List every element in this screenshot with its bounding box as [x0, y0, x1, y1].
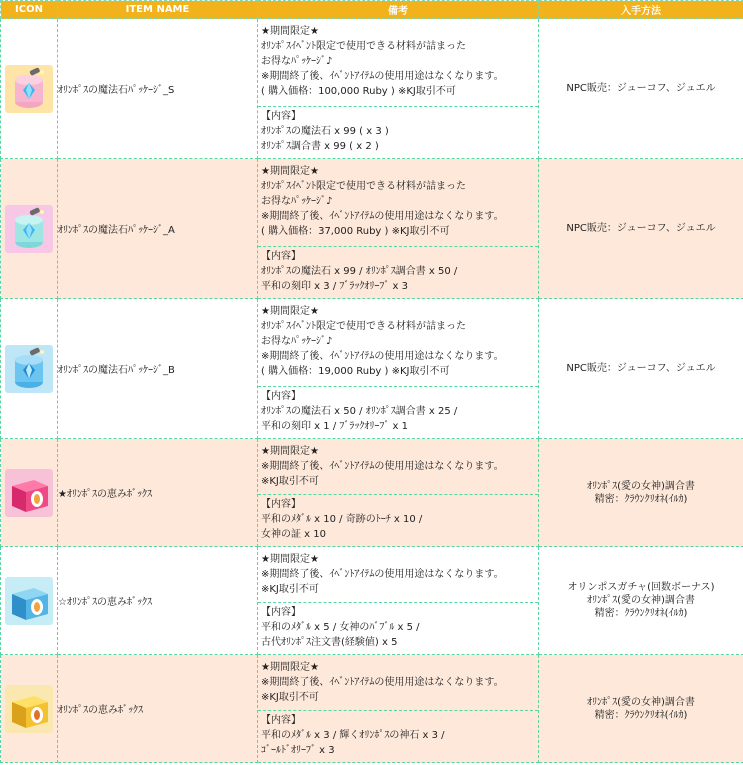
note-line: ★期間限定★ [261, 553, 319, 565]
obtain-line: NPC販売：ジューコフ、ジュエル [566, 363, 716, 374]
note-line: お得なﾊﾟｯｹｰｼﾞ♪ [261, 55, 333, 67]
table-row [1, 655, 743, 763]
obtain-line: NPC販売：ジューコフ、ジュエル [566, 83, 716, 94]
obtain-cell [539, 655, 743, 763]
note-line: 【内容】 [261, 390, 301, 402]
item-name: ｵﾘﾝﾎﾟｽの魔法石ﾊﾟｯｹｰｼﾞ_A [58, 159, 258, 299]
obtain-cell [539, 299, 743, 439]
note-line: 女神の証 x 10 [261, 528, 326, 540]
header-item-name: ITEM NAME [58, 1, 258, 19]
note-line: ( 購入価格：100,000 Ruby ) ※KJ取引不可 [261, 85, 456, 97]
notes-description [258, 302, 538, 386]
notes-cell [258, 655, 539, 763]
note-line: ｵﾘﾝﾎﾟｽｲﾍﾞﾝﾄ限定で使用できる材料が詰まった [261, 320, 466, 332]
icon-cell [1, 439, 58, 547]
obtain-cell [539, 159, 743, 299]
note-line: 平和のﾒﾀﾞﾙ x 3 / 輝くｵﾘﾝﾎﾟｽの神石 x 3 / [261, 729, 445, 741]
note-line: ( 購入価格：37,000 Ruby ) ※KJ取引不可 [261, 225, 450, 237]
blessing-box-gold-icon [4, 684, 54, 734]
notes-description [258, 162, 538, 246]
note-line: 平和の刻印 x 1 / ﾌﾞﾗｯｸｵﾘｰﾌﾞ x 1 [261, 420, 409, 432]
note-line: ｵﾘﾝﾎﾟｽｲﾍﾞﾝﾄ限定で使用できる材料が詰まった [261, 40, 466, 52]
header-notes: 備考 [258, 1, 539, 19]
note-line: ※期間終了後、ｲﾍﾞﾝﾄｱｲﾃﾑの使用用途はなくなります。 [261, 350, 504, 362]
notes-cell [258, 547, 539, 655]
note-line: ★期間限定★ [261, 25, 319, 37]
table-row [1, 19, 743, 159]
obtain-line: 精密：ｸﾗｳﾝｸﾘｵﾈ(ｲﾙｶ) [594, 608, 688, 619]
notes-description [258, 658, 538, 710]
header-obtain: 入手方法 [539, 1, 743, 19]
item-name: ☆ｵﾘﾝﾎﾟｽの恵みﾎﾞｯｸｽ [58, 547, 258, 655]
notes-description [258, 22, 538, 106]
notes-cell [258, 439, 539, 547]
note-line: お得なﾊﾟｯｹｰｼﾞ♪ [261, 195, 333, 207]
blessing-box-red-icon [4, 468, 54, 518]
icon-cell [1, 299, 58, 439]
notes-contents [258, 494, 538, 544]
note-line: ( 購入価格：19,000 Ruby ) ※KJ取引不可 [261, 365, 450, 377]
item-name: ｵﾘﾝﾎﾟｽの魔法石ﾊﾟｯｹｰｼﾞ_B [58, 299, 258, 439]
obtain-line: 精密：ｸﾗｳﾝｸﾘｵﾈ(ｲﾙｶ) [594, 493, 688, 505]
blessing-box-blue-icon [4, 576, 54, 626]
obtain-cell [539, 547, 743, 655]
note-line: ※期間終了後、ｲﾍﾞﾝﾄｱｲﾃﾑの使用用途はなくなります。 [261, 568, 504, 580]
note-line: ※期間終了後、ｲﾍﾞﾝﾄｱｲﾃﾑの使用用途はなくなります。 [261, 460, 504, 472]
note-line: ※KJ取引不可 [261, 583, 319, 595]
notes-contents [258, 386, 538, 436]
note-line: ｵﾘﾝﾎﾟｽの魔法石 x 50 / ｵﾘﾝﾎﾟｽ調合書 x 25 / [261, 405, 458, 417]
notes-contents [258, 602, 538, 652]
notes-contents [258, 106, 538, 156]
obtain-line: 精密：ｸﾗｳﾝｸﾘｵﾈ(ｲﾙｶ) [594, 709, 688, 721]
obtain-line: ｵﾘﾝﾎﾟｽ(愛の女神)調合書 [587, 696, 695, 708]
note-line: ｵﾘﾝﾎﾟｽの魔法石 x 99 / ｵﾘﾝﾎﾟｽ調合書 x 50 / [261, 265, 458, 277]
note-line: お得なﾊﾟｯｹｰｼﾞ♪ [261, 335, 333, 347]
note-line: 【内容】 [261, 714, 301, 726]
note-line: ※KJ取引不可 [261, 475, 319, 487]
item-name: ★ｵﾘﾝﾎﾟｽの恵みﾎﾞｯｸｽ [58, 439, 258, 547]
notes-cell [258, 299, 539, 439]
icon-cell [1, 547, 58, 655]
icon-cell [1, 159, 58, 299]
note-line: 【内容】 [261, 606, 301, 618]
notes-cell [258, 159, 539, 299]
obtain-line: オリンポスガチャ(回数ボーナス) [567, 582, 715, 593]
note-line: 平和の刻印 x 3 / ﾌﾞﾗｯｸｵﾘｰﾌﾞ x 3 [261, 280, 409, 292]
table-row [1, 439, 743, 547]
note-line: 【内容】 [261, 250, 301, 262]
header-row [1, 1, 743, 19]
note-line: ｺﾞｰﾙﾄﾞｵﾘｰﾌﾞ x 3 [261, 744, 335, 756]
obtain-line: NPC販売：ジューコフ、ジュエル [566, 223, 716, 234]
magic-stone-package-teal-icon [4, 204, 54, 254]
table-row [1, 547, 743, 655]
table-row [1, 159, 743, 299]
note-line: ★期間限定★ [261, 305, 319, 317]
note-line: ※期間終了後、ｲﾍﾞﾝﾄｱｲﾃﾑの使用用途はなくなります。 [261, 70, 504, 82]
obtain-line: ｵﾘﾝﾎﾟｽ(愛の女神)調合書 [587, 480, 695, 492]
notes-contents [258, 710, 538, 760]
notes-cell [258, 19, 539, 159]
note-line: ｵﾘﾝﾎﾟｽの魔法石 x 99 ( x 3 ) [261, 125, 389, 137]
note-line: ★期間限定★ [261, 445, 319, 457]
note-line: ｵﾘﾝﾎﾟｽ調合書 x 99 ( x 2 ) [261, 140, 379, 152]
obtain-cell [539, 19, 743, 159]
note-line: ※期間終了後、ｲﾍﾞﾝﾄｱｲﾃﾑの使用用途はなくなります。 [261, 210, 504, 222]
note-line: ★期間限定★ [261, 165, 319, 177]
icon-cell [1, 655, 58, 763]
header-icon: ICON [1, 1, 58, 19]
note-line: 【内容】 [261, 498, 301, 510]
note-line: ※期間終了後、ｲﾍﾞﾝﾄｱｲﾃﾑの使用用途はなくなります。 [261, 676, 504, 688]
notes-description [258, 550, 538, 602]
item-name: ｵﾘﾝﾎﾟｽの魔法石ﾊﾟｯｹｰｼﾞ_S [58, 19, 258, 159]
note-line: ★期間限定★ [261, 661, 319, 673]
note-line: 平和のﾒﾀﾞﾙ x 10 / 奇跡のﾄｰﾁ x 10 / [261, 513, 423, 525]
note-line: ※KJ取引不可 [261, 691, 319, 703]
magic-stone-package-blue-icon [4, 344, 54, 394]
obtain-cell [539, 439, 743, 547]
item-name: ｵﾘﾝﾎﾟｽの恵みﾎﾞｯｸｽ [58, 655, 258, 763]
note-line: 古代ｵﾘﾝﾎﾟｽ注文書(経験値) x 5 [261, 636, 398, 648]
note-line: 【内容】 [261, 110, 301, 122]
obtain-line: ｵﾘﾝﾎﾟｽ(愛の女神)調合書 [587, 595, 695, 606]
icon-cell [1, 19, 58, 159]
notes-contents [258, 246, 538, 296]
table-row [1, 299, 743, 439]
magic-stone-package-pink-icon [4, 64, 54, 114]
note-line: 平和のﾒﾀﾞﾙ x 5 / 女神のﾊﾞﾌﾞﾙ x 5 / [261, 621, 420, 633]
notes-description [258, 442, 538, 494]
note-line: ｵﾘﾝﾎﾟｽｲﾍﾞﾝﾄ限定で使用できる材料が詰まった [261, 180, 466, 192]
